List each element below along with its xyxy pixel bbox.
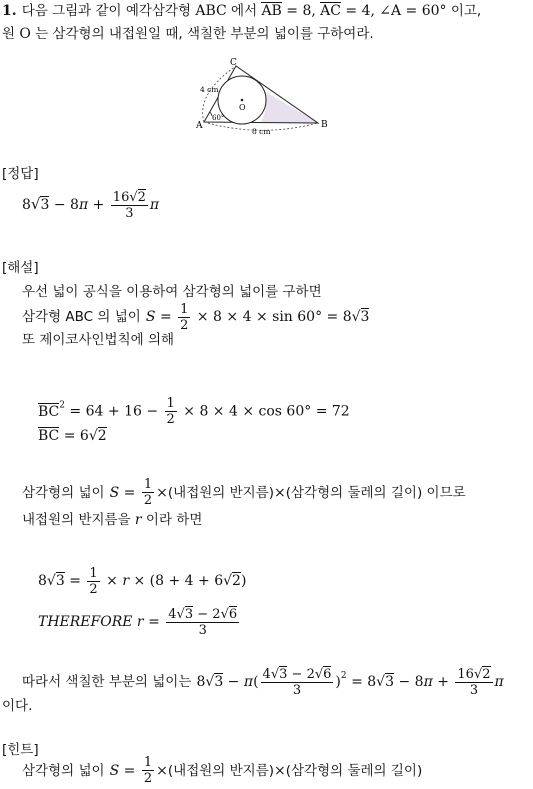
explanation-line-2: 삼각형 ABC 의 넓이 S = $\frac{1}{2}$ × 8 × 4 × sin 60° = 8√3	[22, 301, 370, 333]
explanation-line-1: 우선 넓이 공식을 이용하여 삼각형의 넓이를 구하면	[22, 284, 322, 300]
explanation-line-5: 내접원의 반지름을 r 이라 하면	[22, 512, 203, 528]
label-a: A	[196, 121, 203, 131]
explanation-line-7: 이다.	[2, 698, 33, 714]
label-o: O	[239, 103, 246, 112]
label-b: B	[321, 120, 328, 130]
problem-number: 1.	[2, 3, 17, 19]
equation-area-r: 8√3 = $\frac{1}{2}$ × r × (8 + 4 + 6√2)	[38, 565, 247, 597]
problem-text-2: 원 O 는 삼각형의 내접원일 때, 색칠한 부분의 넓이를 구하여라.	[2, 26, 374, 42]
center-point-o	[241, 99, 244, 102]
hint-heading: [힌트]	[2, 742, 39, 758]
answer-formula: 8√3 − 8π + $\frac{16√2}{3}$ π	[22, 189, 160, 221]
label-angle-a: 60°	[212, 114, 225, 122]
explanation-line-4: 삼각형의 넓이 S = $\frac{1}{2}$ ×(내접원의 반지름)×(삼각형의 둘레의 길이) 이므로	[22, 477, 466, 508]
explanation-line-6: 따라서 색칠한 부분의 넓이는 8√3 − π( $\frac{4√3 - 2√6}{3}$ )$^2$ = 8√3 − 8π + $\frac{16√2}{3}$ π	[22, 666, 504, 698]
explanation-line-3: 또 제이코사인법칙에 의해	[22, 332, 175, 348]
label-side-ac: 4 cm	[200, 85, 219, 94]
hint-line-1: 삼각형의 넓이 S = $\frac{1}{2}$ ×(내접원의 반지름)×(삼각형의 둘레의 길이)	[22, 755, 423, 786]
problem-text-1: 다음 그림과 같이 예각삼각형 ABC 에서 AB = 8, AC = 4, ∠A = 60° 이고,	[21, 3, 482, 19]
label-c: C	[230, 58, 237, 68]
equation-bc-squared: $BC^2 = 64 + 16$ − $\frac{1}{2}$ × 8 × 4 × cos 60° = 72	[38, 396, 350, 427]
triangle-figure	[190, 56, 340, 136]
equation-r: THEREFORE r = $\frac{4√3 - 2√6}{3}$	[38, 606, 238, 638]
equation-bc: BC = 6√2	[38, 428, 107, 444]
answer-heading: [정답]	[2, 166, 39, 182]
label-side-ab: 8 cm	[252, 127, 271, 136]
explanation-heading: [해설]	[2, 260, 39, 276]
problem-line-1	[2, 0, 481, 20]
